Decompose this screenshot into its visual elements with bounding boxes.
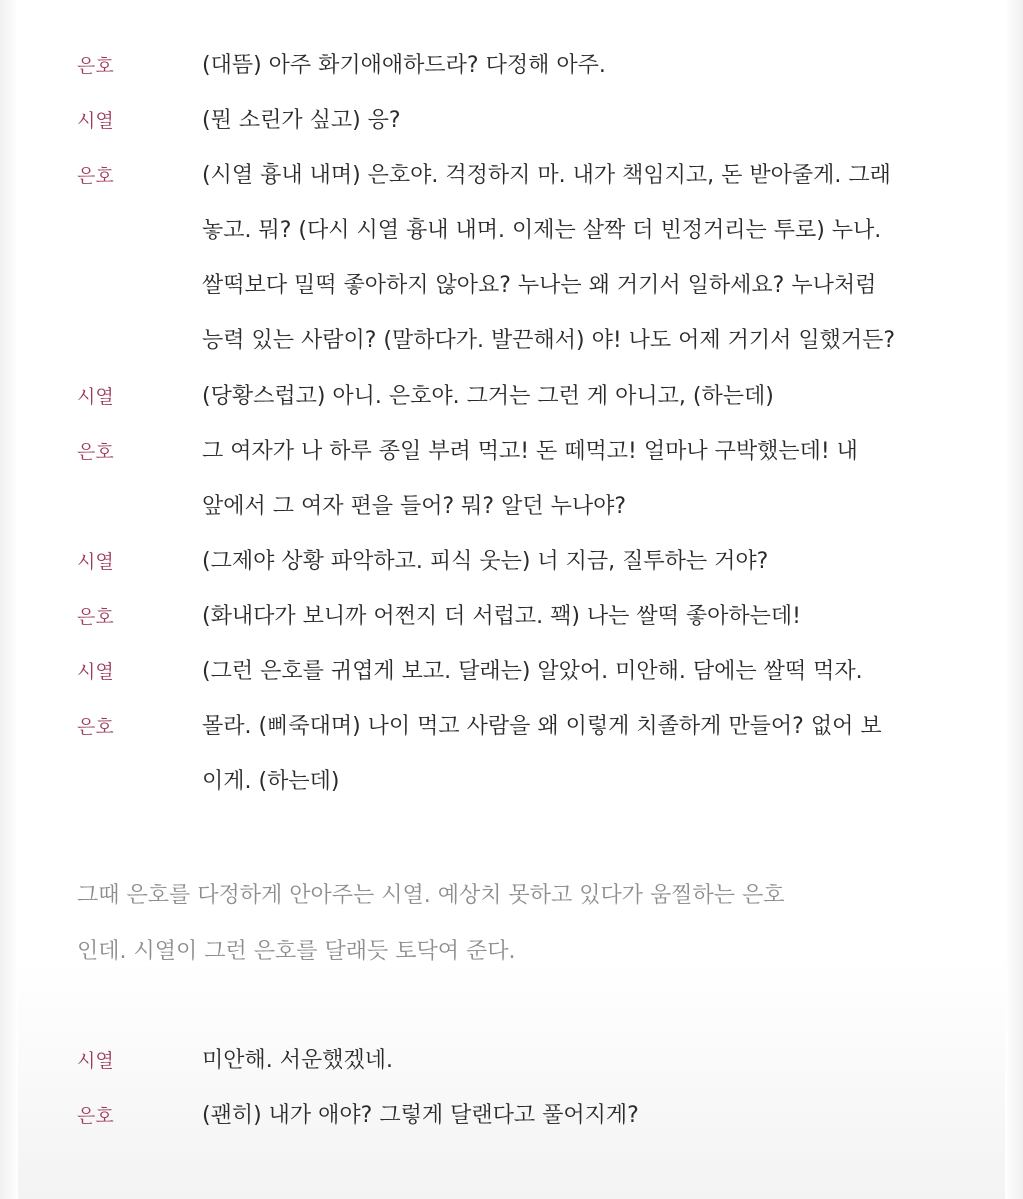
- dialogue-line-continuation: [0, 762, 1023, 802]
- dialogue-text: (당황스럽고) 아니. 은호야. 그거는 그런 게 아니고, (하는데): [202, 384, 774, 409]
- dialogue-text: (그런 은호를 귀엽게 보고. 달래는) 알았어. 미안해. 담에는 쌀떡 먹자.: [202, 659, 863, 684]
- dialogue-line-continuation: [0, 487, 1023, 527]
- dialogue-line: [0, 597, 1023, 637]
- dialogue-line: [0, 652, 1023, 692]
- dialogue-line: [0, 46, 1023, 86]
- dialogue-line-continuation: [0, 211, 1023, 251]
- speaker-name: 시열: [77, 386, 114, 408]
- speaker-name: 시열: [77, 1050, 114, 1072]
- stage-direction: 인데. 시열이 그런 은호를 달래듯 토닥여 준다.: [77, 939, 516, 964]
- dialogue-line: [0, 377, 1023, 417]
- speaker-name: 시열: [77, 661, 114, 683]
- dialogue-line: [0, 432, 1023, 472]
- dialogue-line: [0, 707, 1023, 747]
- dialogue-line: [0, 1041, 1023, 1081]
- dialogue-text: (대뜸) 아주 화기애애하드라? 다정해 아주.: [202, 53, 606, 78]
- dialogue-text: 몰라. (삐죽대며) 나이 먹고 사람을 왜 이렇게 치졸하게 만들어? 없어 보: [202, 714, 882, 739]
- stage-direction: 그때 은호를 다정하게 안아주는 시열. 예상치 못하고 있다가 움찔하는 은호: [77, 883, 785, 908]
- speaker-name: 은호: [77, 55, 114, 77]
- dialogue-text: (뭔 소린가 싶고) 응?: [202, 108, 401, 133]
- speaker-name: 시열: [77, 110, 114, 132]
- dialogue-text: 쌀떡보다 밀떡 좋아하지 않아요? 누나는 왜 거기서 일하세요? 누나처럼: [202, 273, 877, 298]
- dialogue-text: 미안해. 서운했겠네.: [202, 1048, 393, 1073]
- dialogue-line: [0, 1096, 1023, 1136]
- speaker-name: 은호: [77, 1105, 114, 1127]
- dialogue-text: 앞에서 그 여자 편을 들어? 뭐? 알던 누나야?: [202, 494, 627, 519]
- dialogue-text: (그제야 상황 파악하고. 피식 웃는) 너 지금, 질투하는 거야?: [202, 549, 769, 574]
- dialogue-text: 능력 있는 사람이? (말하다가. 발끈해서) 야! 나도 어제 거기서 일했거든?: [202, 328, 896, 353]
- speaker-name: 은호: [77, 441, 114, 463]
- dialogue-text: 이게. (하는데): [202, 769, 340, 794]
- dialogue-line: [0, 156, 1023, 196]
- dialogue-line-continuation: [0, 266, 1023, 306]
- dialogue-text: 그 여자가 나 하루 종일 부려 먹고! 돈 떼먹고! 얼마나 구박했는데! 내: [202, 439, 858, 464]
- speaker-name: 은호: [77, 606, 114, 628]
- speaker-name: 은호: [77, 716, 114, 738]
- dialogue-line: [0, 101, 1023, 141]
- dialogue-text: (화내다가 보니까 어쩐지 더 서럽고. 꽥) 나는 쌀떡 좋아하는데!: [202, 604, 801, 629]
- speaker-name: 시열: [77, 551, 114, 573]
- dialogue-line-continuation: [0, 321, 1023, 361]
- dialogue-line: [0, 542, 1023, 582]
- dialogue-text: (시열 흉내 내며) 은호야. 걱정하지 마. 내가 책임지고, 돈 받아줄게. 그래: [202, 163, 891, 188]
- dialogue-text: (괜히) 내가 애야? 그렇게 달랜다고 풀어지게?: [202, 1103, 639, 1128]
- dialogue-text: 놓고. 뭐? (다시 시열 흉내 내며. 이제는 살짝 더 빈정거리는 투로) 누나.: [202, 218, 882, 243]
- speaker-name: 은호: [77, 165, 114, 187]
